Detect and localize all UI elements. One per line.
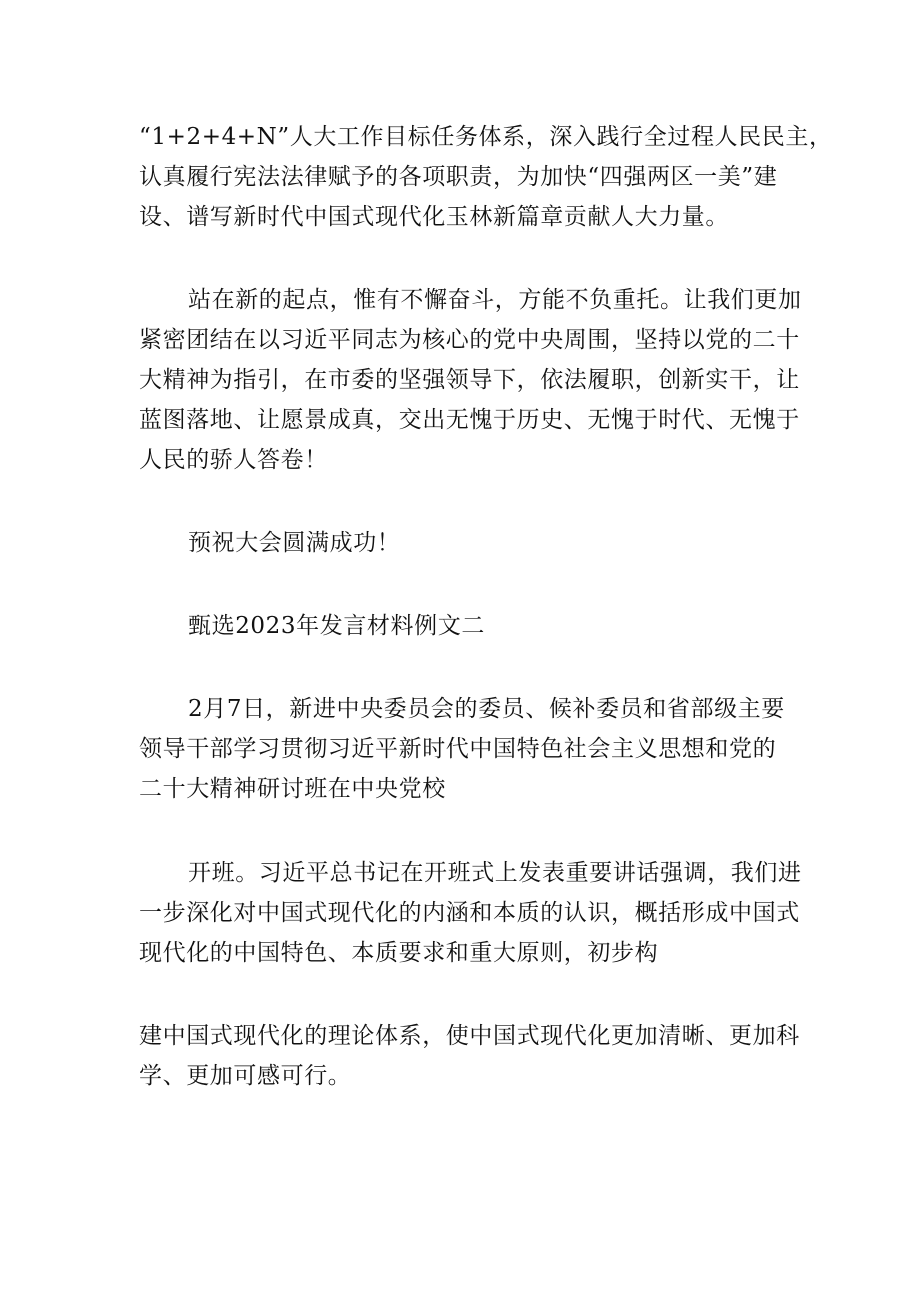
paragraph-2-line-3: 大精神为指引，在市委的坚强领导下，依法履职，创新实干，让	[139, 367, 800, 393]
paragraph-1-line-2: 认真履行宪法法律赋予的各项职责，为加快“四强两区一美”建	[139, 164, 778, 190]
paragraph-7-line-2: 学、更加可感可行。	[139, 1063, 352, 1089]
paragraph-2-line-1: 站在新的起点，惟有不懈奋斗，方能不负重托。让我们更加	[188, 287, 802, 313]
section-heading: 甄选2023年发言材料例文二	[188, 613, 485, 639]
paragraph-2-line-5: 人民的骄人答卷！	[139, 447, 328, 473]
paragraph-5-line-1: 2月7日，新进中央委员会的委员、候补委员和省部级主要	[188, 696, 785, 722]
paragraph-7-line-1: 建中国式现代化的理论体系，使中国式现代化更加清晰、更加科	[139, 1023, 800, 1049]
paragraph-1-line-3: 设、谱写新时代中国式现代化玉林新篇章贡献人大力量。	[139, 204, 729, 230]
paragraph-5-line-3: 二十大精神研讨班在中央党校	[139, 776, 446, 802]
paragraph-1-line-1: “1+2+4+N”人大工作目标任务体系，深入践行全过程人民民主，	[139, 124, 833, 150]
paragraph-3-line-1: 预祝大会圆满成功！	[188, 530, 401, 556]
paragraph-5-line-2: 领导干部学习贯彻习近平新时代中国特色社会主义思想和党的	[139, 736, 777, 762]
paragraph-6-line-2: 一步深化对中国式现代化的内涵和本质的认识，概括形成中国式	[139, 900, 800, 926]
paragraph-6-line-3: 现代化的中国特色、本质要求和重大原则，初步构	[139, 940, 659, 966]
paragraph-2-line-4: 蓝图落地、让愿景成真，交出无愧于历史、无愧于时代、无愧于	[139, 407, 800, 433]
paragraph-6-line-1: 开班。习近平总书记在开班式上发表重要讲话强调，我们进	[188, 860, 802, 886]
paragraph-2-line-2: 紧密团结在以习近平同志为核心的党中央周围，坚持以党的二十	[139, 327, 800, 353]
